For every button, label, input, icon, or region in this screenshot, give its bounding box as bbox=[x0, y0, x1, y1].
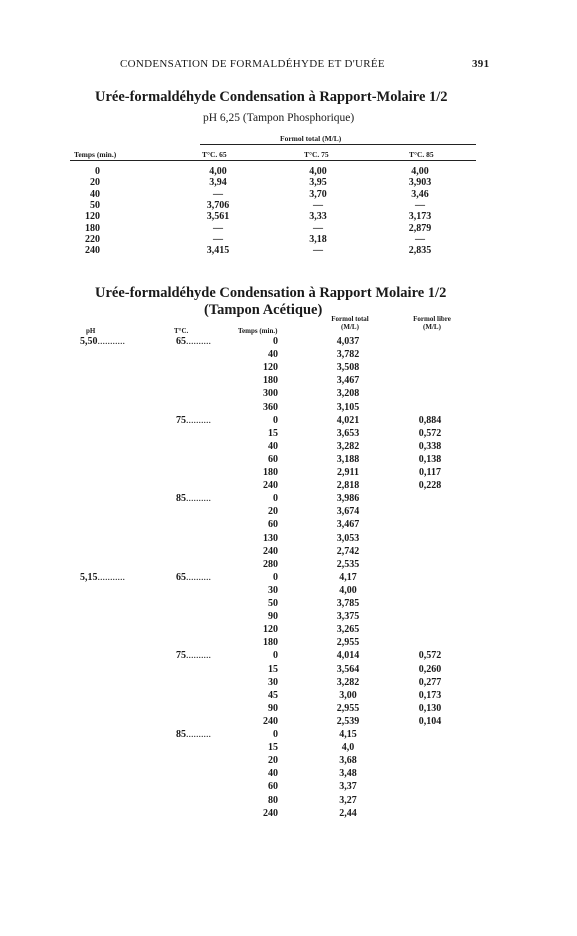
table2-cell-total: 3,564 bbox=[336, 663, 360, 675]
leader-dots: .......... bbox=[186, 414, 211, 426]
table1-cell-85: 2,835 bbox=[408, 245, 432, 257]
table2-cell-time: 0 bbox=[273, 414, 278, 426]
table1-cell-75: 4,00 bbox=[309, 166, 327, 177]
table2-cell-t: 75.......... bbox=[176, 414, 211, 426]
table1-col-65: T°C. 65 bbox=[202, 150, 227, 159]
table1-cell-75: — bbox=[313, 199, 323, 211]
table2-cell-time: 45 bbox=[268, 689, 278, 701]
leader-dots: .......... bbox=[186, 729, 211, 740]
table1-cell-85: — bbox=[415, 199, 425, 211]
table2-cell-time: 0 bbox=[273, 336, 278, 347]
table2-cell-time: 180 bbox=[263, 637, 278, 649]
table1-cell-75: 3,95 bbox=[309, 177, 327, 189]
table1-cell-75: 3,18 bbox=[309, 233, 327, 245]
table2-cell-time: 0 bbox=[273, 493, 278, 505]
table1-cell-85: 4,00 bbox=[411, 166, 429, 177]
table2-cell-time: 120 bbox=[263, 624, 278, 636]
table2-cell-total: 3,282 bbox=[336, 676, 360, 688]
table2-title-line2: (Tampon Acétique) bbox=[204, 302, 323, 318]
table2-cell-ph: 5,50........... bbox=[80, 336, 125, 347]
table2-cell-total: 3,375 bbox=[336, 611, 360, 623]
table2-cell-time: 15 bbox=[268, 427, 278, 439]
leader-dots: .......... bbox=[186, 336, 211, 347]
table1-cell-time: 0 bbox=[95, 166, 100, 177]
table1-cell-time: 40 bbox=[90, 188, 100, 200]
table1-cell-75: — bbox=[313, 245, 323, 257]
table1-cell-75: — bbox=[313, 222, 323, 234]
table2-cell-libre: 0,138 bbox=[418, 453, 442, 465]
table2-cell-time: 240 bbox=[263, 480, 278, 492]
table1-group-header: Formol total (M/L) bbox=[280, 134, 342, 143]
leader-dots: .......... bbox=[186, 493, 211, 505]
table2-cell-t: 85.......... bbox=[176, 729, 211, 740]
table2-cell-t: 65.......... bbox=[176, 571, 211, 583]
table1-col-85: T°C. 85 bbox=[409, 150, 434, 159]
header-title: CONDENSATION DE FORMALDÉHYDE ET D'URÉE bbox=[120, 58, 385, 70]
table2-cell-libre: 0,173 bbox=[418, 689, 442, 701]
table2-cell-total: 2,911 bbox=[337, 467, 359, 478]
table1-cell-75: 3,70 bbox=[309, 188, 327, 200]
table2-cell-total: 3,188 bbox=[336, 453, 360, 465]
table2-col-time: Temps (min.) bbox=[238, 327, 278, 335]
table2-cell-time: 240 bbox=[263, 715, 278, 727]
table1-cell-time: 20 bbox=[90, 177, 100, 189]
table1-title: Urée-formaldéhyde Condensation à Rapport-Molaire 1/2 bbox=[95, 89, 448, 105]
table2-cell-libre: 0,117 bbox=[419, 467, 441, 478]
table2-cell-total: 3,68 bbox=[339, 755, 357, 767]
table1-cell-65: 3,415 bbox=[206, 245, 230, 257]
table2-cell-libre: 0,228 bbox=[418, 480, 442, 492]
table2-title-line1: Urée-formaldéhyde Condensation à Rapport Molaire 1/2 bbox=[95, 285, 447, 301]
table1-cell-75: 3,33 bbox=[309, 211, 327, 223]
table2-col-libre-1: Formol libre bbox=[413, 315, 451, 323]
table2-cell-total: 4,00 bbox=[339, 584, 357, 596]
table2-cell-total: 3,508 bbox=[336, 362, 360, 374]
table2-cell-time: 80 bbox=[268, 794, 278, 806]
table2-cell-time: 0 bbox=[273, 650, 278, 662]
table2-cell-total: 4,17 bbox=[339, 571, 357, 583]
table1-group-rule bbox=[200, 144, 476, 145]
table1-cell-85: 3,46 bbox=[411, 188, 429, 200]
table2-cell-total: 4,15 bbox=[339, 729, 357, 740]
table2-cell-total: 4,037 bbox=[336, 336, 360, 347]
table2-cell-time: 30 bbox=[268, 676, 278, 688]
leader-dots: ........... bbox=[97, 336, 125, 347]
table2-cell-total: 3,48 bbox=[339, 768, 357, 780]
table2-col-total-2: (M/L) bbox=[341, 323, 359, 331]
table2-cell-libre: 0,884 bbox=[418, 414, 442, 426]
table2-cell-total: 3,105 bbox=[336, 401, 360, 413]
table1-cell-65: — bbox=[213, 222, 223, 234]
table2-cell-total: 3,282 bbox=[336, 440, 360, 452]
table2-cell-total: 3,986 bbox=[336, 493, 360, 505]
table2-cell-total: 3,27 bbox=[339, 794, 357, 806]
table2-col-libre-2: (M/L) bbox=[423, 323, 441, 331]
table2-cell-total: 3,674 bbox=[336, 506, 360, 518]
table2-cell-time: 360 bbox=[263, 401, 278, 413]
table2-col-t: T°C. bbox=[174, 327, 189, 335]
table2-cell-total: 3,782 bbox=[336, 349, 360, 361]
table2-cell-total: 2,535 bbox=[336, 558, 360, 570]
table2-cell-time: 280 bbox=[263, 558, 278, 570]
table1-cell-time: 50 bbox=[90, 199, 100, 211]
table2-col-ph: pH bbox=[86, 327, 96, 335]
table2-cell-time: 60 bbox=[268, 519, 278, 531]
table2-cell-libre: 0,277 bbox=[418, 676, 442, 688]
table2-cell-total: 2,955 bbox=[336, 637, 360, 649]
table2-cell-total: 2,44 bbox=[339, 807, 357, 819]
leader-dots: .......... bbox=[186, 650, 211, 662]
table2-cell-time: 40 bbox=[268, 440, 278, 452]
table2-cell-time: 240 bbox=[263, 807, 278, 819]
table2-cell-total: 2,818 bbox=[336, 480, 360, 492]
table2-cell-time: 130 bbox=[263, 532, 278, 544]
table1-cell-65: — bbox=[213, 233, 223, 245]
table1-col-time: Temps (min.) bbox=[74, 150, 117, 159]
table2-cell-total: 4,021 bbox=[336, 414, 360, 426]
table1-cell-time: 120 bbox=[85, 211, 100, 223]
table2-cell-libre: 0,572 bbox=[418, 650, 442, 662]
table2-cell-time: 20 bbox=[268, 755, 278, 767]
table1-header-rule bbox=[70, 160, 476, 161]
table1-col-75: T°C. 75 bbox=[304, 150, 329, 159]
table2-cell-total: 4,0 bbox=[341, 742, 355, 754]
page-number: 391 bbox=[472, 58, 490, 70]
table2-cell-total: 3,653 bbox=[336, 427, 360, 439]
table2-cell-time: 180 bbox=[263, 375, 278, 387]
table2-cell-time: 60 bbox=[268, 781, 278, 793]
table2-cell-total: 2,539 bbox=[336, 715, 360, 727]
table2-cell-t: 75.......... bbox=[176, 650, 211, 662]
table1-cell-65: 3,706 bbox=[206, 199, 230, 211]
table1-cell-time: 240 bbox=[85, 245, 100, 257]
table1-cell-85: 2,879 bbox=[408, 222, 432, 234]
table2-cell-libre: 0,130 bbox=[418, 702, 442, 714]
table2-cell-total: 3,208 bbox=[336, 388, 360, 400]
table2-cell-time: 300 bbox=[263, 388, 278, 400]
table2-cell-time: 0 bbox=[273, 729, 278, 740]
table2-cell-total: 2,742 bbox=[336, 545, 360, 557]
table2-cell-ph: 5,15........... bbox=[80, 571, 125, 583]
table2-cell-total: 3,00 bbox=[339, 689, 357, 701]
table1-cell-time: 180 bbox=[85, 222, 100, 234]
table1-cell-85: — bbox=[415, 233, 425, 245]
table2-cell-total: 3,37 bbox=[339, 781, 357, 793]
table2-cell-t: 65.......... bbox=[176, 336, 211, 347]
leader-dots: ........... bbox=[97, 571, 125, 583]
table1-subtitle: pH 6,25 (Tampon Phosphorique) bbox=[203, 112, 355, 124]
table2-cell-time: 20 bbox=[268, 506, 278, 518]
table2-cell-time: 30 bbox=[268, 584, 278, 596]
table2-cell-time: 90 bbox=[268, 611, 278, 623]
table2-cell-time: 15 bbox=[268, 663, 278, 675]
table2-cell-libre: 0,338 bbox=[418, 440, 442, 452]
table2-cell-total: 2,955 bbox=[336, 702, 360, 714]
table2-cell-total: 3,467 bbox=[336, 375, 360, 387]
table2-cell-time: 120 bbox=[263, 362, 278, 374]
table2-cell-total: 4,014 bbox=[336, 650, 360, 662]
table1-cell-65: — bbox=[213, 188, 223, 200]
table2-cell-time: 90 bbox=[268, 702, 278, 714]
table1-cell-85: 3,903 bbox=[408, 177, 432, 189]
table2-cell-time: 40 bbox=[268, 349, 278, 361]
table2-cell-time: 15 bbox=[268, 742, 278, 754]
table2-cell-total: 3,467 bbox=[336, 519, 360, 531]
table2-col-total-1: Formol total bbox=[331, 315, 369, 323]
table1-cell-65: 4,00 bbox=[209, 166, 227, 177]
table2-cell-total: 3,785 bbox=[336, 598, 360, 609]
table1-cell-85: 3,173 bbox=[408, 211, 432, 223]
table2-cell-total: 3,265 bbox=[336, 624, 360, 636]
table2-cell-time: 0 bbox=[273, 571, 278, 583]
table1-cell-65: 3,561 bbox=[206, 211, 230, 223]
table2-cell-time: 60 bbox=[268, 453, 278, 465]
table2-cell-time: 180 bbox=[263, 467, 278, 478]
table2-cell-libre: 0,104 bbox=[418, 715, 442, 727]
table2-cell-time: 240 bbox=[263, 545, 278, 557]
table2-cell-total: 3,053 bbox=[336, 532, 360, 544]
table2-cell-libre: 0,260 bbox=[418, 663, 442, 675]
leader-dots: .......... bbox=[186, 571, 211, 583]
table2-cell-time: 50 bbox=[268, 598, 278, 609]
table1-cell-time: 220 bbox=[85, 233, 100, 245]
table1-cell-65: 3,94 bbox=[209, 177, 227, 189]
table2-cell-libre: 0,572 bbox=[418, 427, 442, 439]
table2-cell-time: 40 bbox=[268, 768, 278, 780]
table2-cell-t: 85.......... bbox=[176, 493, 211, 505]
